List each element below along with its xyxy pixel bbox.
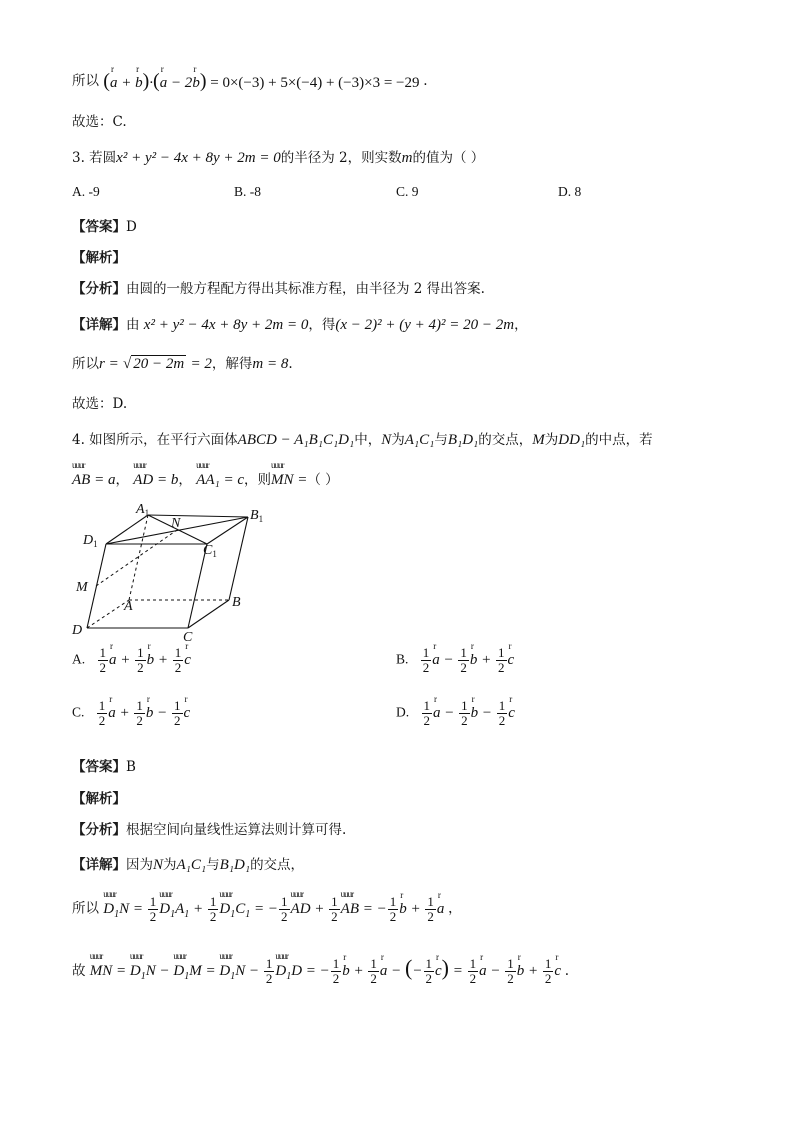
q4-conditions: uuur AB = a， uuur AD = b， uuur AA₁ = c，则uuur MN =（ ） xyxy=(72,468,339,489)
q4-stem-a1c1: A₁C₁ xyxy=(404,432,435,448)
q4-step1-prefix: 所以 xyxy=(72,900,99,917)
q3-xiangjie-tag: 【详解】 xyxy=(72,317,126,333)
label-b: B xyxy=(232,595,241,610)
q3-xiangjie-math2: (x − 2)² + (y + 4)² = 20 − 2m xyxy=(335,317,515,333)
prev-end: . xyxy=(423,73,428,89)
edge-a1a-hidden xyxy=(129,515,148,600)
label-b1: $B_1$ xyxy=(250,508,264,524)
q4-answer-value: B xyxy=(126,759,136,775)
q4-stem-b1d1: B₁D₁ xyxy=(447,432,479,448)
q4-option-d xyxy=(396,699,515,727)
q4-option-c xyxy=(72,699,190,727)
q3-answer xyxy=(72,215,137,235)
q4-stem-mid3: 与 xyxy=(434,432,448,448)
q3-xiangjie-mid: ，得 xyxy=(308,317,336,333)
q4-cond-ad: uuur AD = b xyxy=(133,472,178,489)
q4-option-a-label: A. xyxy=(72,651,86,667)
q4-xiangjie-mid2: 与 xyxy=(206,857,220,873)
q4-cond-mn: uuur MN = xyxy=(271,472,307,489)
q4-option-b-expr: $\frac{1}{2}$ r a − $\frac{1}{2}$ r b + $\frac{1}{2}$ r c xyxy=(420,652,514,668)
label-d: D xyxy=(72,623,83,638)
q4-step1 xyxy=(72,895,462,923)
q4-fenxi xyxy=(72,818,346,838)
q4-xiangjie-n: N xyxy=(153,857,164,873)
q3-line2-r: r = xyxy=(99,356,119,372)
q4-stem-m: M xyxy=(532,432,545,448)
q4-cond-aa1: uuur AA₁ = c xyxy=(196,472,244,489)
prev-equation: (r a + r b)·(r a − 2r b) = 0×(−3) + 5×(−4) + (−3)×3 = −29 xyxy=(103,75,423,91)
q3-line2-prefix: 所以 xyxy=(72,356,99,372)
q4-xiangjie-end: 的交点， xyxy=(250,857,305,873)
q4-xiangjie xyxy=(72,853,304,874)
label-d1: $D_1$ xyxy=(83,533,98,549)
prev-choice: 故选：C. xyxy=(72,114,127,130)
label-n: N xyxy=(171,516,181,531)
label-a: A xyxy=(124,599,133,614)
q4-xiangjie-tag: 【详解】 xyxy=(72,857,126,873)
q4-option-a xyxy=(72,646,191,674)
q3-stem-suffix: 的半径为 2，则实数 xyxy=(280,150,402,166)
parallelepiped-figure xyxy=(70,497,270,649)
q3-option-a: A. -9 xyxy=(72,184,100,199)
q4-stem-end: 的中点，若 xyxy=(585,432,653,448)
q4-stem-mid5: 为 xyxy=(544,432,559,448)
q4-fenxi-tag: 【分析】 xyxy=(72,822,126,838)
q4-answer xyxy=(72,755,136,775)
q3-xiangjie-end: ， xyxy=(514,317,528,333)
q4-option-d-expr: $\frac{1}{2}$ r a − $\frac{1}{2}$ r b − $\frac{1}{2}$ r c xyxy=(421,705,515,721)
q4-cond-ab: uuur AB = a xyxy=(72,472,115,489)
q3-line2-sqrt: 20 − 2m xyxy=(133,356,185,372)
q3-choice: 故选：D. xyxy=(72,396,128,412)
label-c: C xyxy=(183,630,193,645)
q4-step2-prefix: 故 xyxy=(72,963,86,979)
q4-step2-expr: uuur MN = uuur $D_1N$ − uuur $D_1M$ = uuur $D_1N$ − $\frac{1}{2}$ uuur $D_1D$ = − $\frac{1}{2}$ r b + $\frac{1}{2}$ r a − (− $\frac{1}{2}$ r c) = $\frac{1}{2}$ r a − $\frac{1}{2}$ r b + $\frac{1}{2}$ r c xyxy=(90,963,565,979)
q3-answer-value: D xyxy=(126,219,137,235)
prev-prefix: 所以 xyxy=(72,73,99,89)
q3-xiangjie xyxy=(72,313,528,334)
q3-xiangjie-prefix: 由 xyxy=(126,317,140,333)
q3-option-d: D. 8 xyxy=(558,184,582,199)
q4-option-c-expr: $\frac{1}{2}$ r a + $\frac{1}{2}$ r b − $\frac{1}{2}$ r c xyxy=(96,705,190,721)
q4-answer-tag: 【答案】 xyxy=(72,759,126,775)
q4-option-b-label: B. xyxy=(396,651,409,667)
q3-answer-tag: 【答案】 xyxy=(72,219,126,235)
q4-stem-solid: ABCD − A₁B₁C₁D₁ xyxy=(237,432,355,448)
edge-a1b1 xyxy=(148,515,248,517)
q4-step1-expr: uuur $D_1N$ = $\frac{1}{2}$ uuur $D_1A_1$ + $\frac{1}{2}$ uuur $D_1C_1$ = − $\frac{1}{2}$ uuur AD + $\frac{1}{2}$ uuur AB = − $\frac{1}{2}$ r b + $\frac{1}{2}$ r a xyxy=(103,901,448,917)
edge-b1b xyxy=(229,517,248,600)
parallelepiped-diagram xyxy=(70,497,270,645)
q4-xiangjie-b1d1: B₁D₁ xyxy=(219,857,251,873)
q3-analysis-tag: 【解析】 xyxy=(72,250,126,266)
q3-fenxi-tag: 【分析】 xyxy=(72,281,126,297)
q3-fenxi xyxy=(72,277,485,297)
q4-option-d-label: D. xyxy=(396,704,410,720)
q4-stem-mid1: 中， xyxy=(354,432,382,448)
q4-xiangjie-mid: 为 xyxy=(163,857,177,873)
q3-xiangjie-math1: x² + y² − 4x + 8y + 2m = 0 xyxy=(143,317,309,333)
q4-option-a-expr: $\frac{1}{2}$ r a + $\frac{1}{2}$ r b + $\frac{1}{2}$ r c xyxy=(97,652,191,668)
q3-option-c: C. 9 xyxy=(396,184,419,199)
q4-stem-mid2: 为 xyxy=(391,432,405,448)
q3-stem-end: 的值为（ ） xyxy=(412,150,485,166)
q4-step2-end: . xyxy=(564,963,570,979)
q3-stem xyxy=(72,146,484,167)
label-m: M xyxy=(76,580,88,595)
q3-fenxi-text: 由圆的一般方程配方得出其标准方程，由半径为 2 得出答案. xyxy=(126,281,485,297)
q4-option-b xyxy=(396,646,514,674)
q3-stem-prefix: 3. 若圆 xyxy=(72,150,117,166)
q4-stem-n: N xyxy=(381,432,392,448)
q4-xiangjie-prefix: 因为 xyxy=(126,857,153,873)
q3-line2-mid: ，解得 xyxy=(211,356,253,372)
q4-step2 xyxy=(72,955,569,986)
q3-line2-res: m = 8 xyxy=(252,356,289,372)
q4-cond-then: ，则 xyxy=(244,472,271,488)
q4-cond-end: （ ） xyxy=(307,472,339,488)
q4-stem-prefix: 4. 如图所示，在平行六面体 xyxy=(72,432,238,448)
label-a1: $A_1$ xyxy=(136,502,150,518)
q4-fenxi-text: 根据空间向量线性运算法则计算可得. xyxy=(126,822,347,838)
q4-step1-end: ， xyxy=(448,900,462,917)
edge-cb xyxy=(188,600,229,628)
q3-stem-var: m xyxy=(401,150,413,166)
q4-xiangjie-a1c1: A₁C₁ xyxy=(176,857,207,873)
q4-stem-dd1: DD₁ xyxy=(558,432,586,448)
q3-stem-math: x² + y² − 4x + 8y + 2m = 0 xyxy=(116,150,281,166)
prev-solution-line xyxy=(72,68,428,91)
edge-da-hidden xyxy=(87,600,129,628)
label-c1: $C_1$ xyxy=(203,543,217,559)
q4-stem xyxy=(72,428,653,449)
q3-line2: 所以r = √ 20 − 2m = 2，解得m = 8. xyxy=(72,356,293,372)
q4-analysis-tag: 【解析】 xyxy=(72,791,126,807)
q3-option-b: B. -8 xyxy=(234,184,261,199)
q4-stem-mid4: 的交点， xyxy=(478,432,533,448)
q3-line2-end: . xyxy=(288,356,293,372)
q3-line2-eq: = 2 xyxy=(190,356,212,372)
q4-option-c-label: C. xyxy=(72,704,85,720)
